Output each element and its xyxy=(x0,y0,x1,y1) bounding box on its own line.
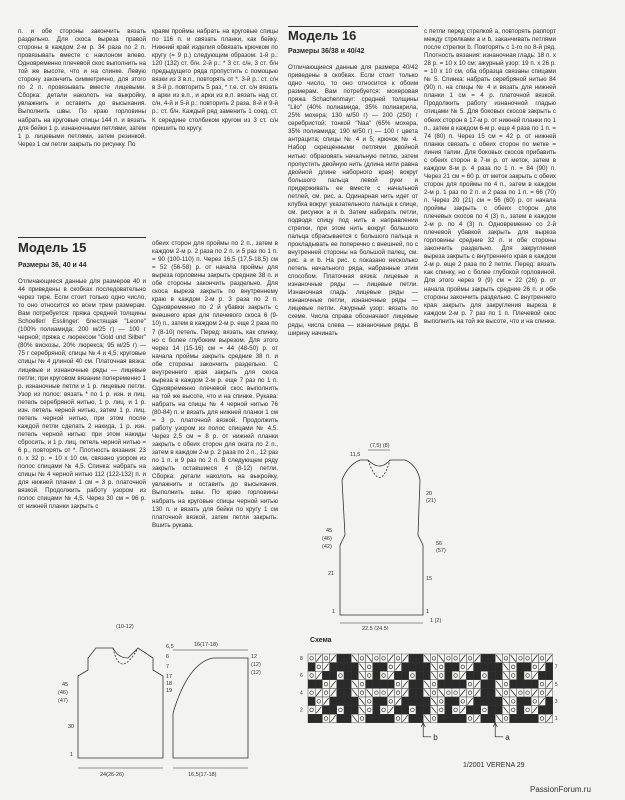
chart-cell xyxy=(409,671,416,680)
d15-body-left-3: 30 xyxy=(68,724,75,730)
chart-cell xyxy=(373,706,380,715)
chart-cell xyxy=(315,714,322,723)
chart-cell xyxy=(373,654,380,663)
chart-cell xyxy=(502,680,509,689)
model16-paragraph-b: с петли перед стрелкой a, повторять раппорт между стрелками a и b, заканчивать петлями после стрелки b. Повторять с 1-го по 8-й ряд. Плотность вязания: изнаночная гладь: 18 п. x 28 р. = 10 x 10 см; ажурный узор: 19 п. x 26 р. = 10 x 10 см, оба образца связаны спицами № 5. Спинка: набрать серебряной нитью 84 (90) п. на спицы № 4 и вязать для нижней планки 1 см = 4 р. платочной вязкой. Продолжить работу изнаночной гладью спицами № 5. Для боковых скосов закрыть с обеих сторон в 17-м р. от нижней планки по 1 п., затем в каждом 6-м р. еще 4 раза по 1 п. = 74 (80) п. Через 15 см = 42 р. от нижней планки связать с обеих сторон по метке = линия талии. Для боковых скосов прибавить с обеих сторон в 7-м р. от меток, затем в каждом 8-м р. 4 раза по 1 п. = 84 (90) п. Через 21 см = 60 р. от меток закрыть с обеих сторон для проймы по 4 п., затем в каждом 2-м р. 1 раз по 2 п. и 2 раза по 1 п. = 66 (70) п. Через 20 (21) см = 56 (60) р. от начала проймы закрыть с обеих сторон для плечевых скосов по 4 (3) п., затем в каждом 2-м р. по 4 (3) п. Одновременно со 2-й плечевой убавкой закрыть для выреза горловины средние 32 п. и обе стороны закончить раздельно. Для закругления выреза закрыть с внутреннего края в каждом 2-м р. еще 2 раза по 2 петли. Перед: вязать как спинку, но с более глубокой горловиной. Для этого через 9 (9) см = 22 (26) р. от начала проймы закрыть средние 26 п. и обе стороны закончить раздельно. С внутреннего края закрыть для закругления выреза в каждом 2-м р. 7 раз по 1 п. Плечевой скос выполнить на той же высоте, что и на спинке. xyxy=(424,28,556,325)
chart-cell xyxy=(380,697,387,706)
chart-cell xyxy=(481,680,488,689)
chart-cell xyxy=(430,714,437,723)
chart-cell xyxy=(337,697,344,706)
model16-title: Модель 16 xyxy=(288,28,357,43)
chart-cell xyxy=(502,654,509,663)
model15-sizes: Размеры 36, 40 и 44 xyxy=(18,262,87,269)
page-footer: 1/2001 VERENA 29 xyxy=(463,762,525,769)
chart-cell xyxy=(524,671,531,680)
chart-cell xyxy=(394,680,401,689)
chart-cell xyxy=(337,654,344,663)
chart-cell xyxy=(517,688,524,697)
d15-sleeve-side-1: (12) xyxy=(251,662,261,668)
chart-cell xyxy=(366,663,373,672)
chart-cell xyxy=(445,714,452,723)
chart-cell xyxy=(438,663,445,672)
chart-cell xyxy=(337,663,344,672)
d15-body-right-2: 7 xyxy=(166,664,170,670)
chart-cell xyxy=(510,671,517,680)
chart-cell xyxy=(546,663,553,672)
chart-cell xyxy=(517,671,524,680)
chart-cell xyxy=(517,714,524,723)
schema-label: Схема xyxy=(310,637,332,644)
chart-cell xyxy=(351,706,358,715)
chart-cell xyxy=(452,714,459,723)
chart-cell xyxy=(344,706,351,715)
chart-cell xyxy=(488,714,495,723)
model16-text-a xyxy=(288,64,418,438)
chart-cell xyxy=(481,714,488,723)
chart-cell xyxy=(322,654,329,663)
chart-cell xyxy=(322,671,329,680)
chart-cell xyxy=(330,671,337,680)
d16-top2: 11,5 xyxy=(350,452,361,458)
chart-cell xyxy=(416,697,423,706)
chart-cell xyxy=(337,706,344,715)
chart-cell xyxy=(337,688,344,697)
chart-cell xyxy=(459,680,466,689)
chart-cell xyxy=(524,688,531,697)
chart-cell xyxy=(322,680,329,689)
chart-cell xyxy=(452,697,459,706)
chart-cell xyxy=(445,671,452,680)
chart-cell xyxy=(380,688,387,697)
chart-cell xyxy=(344,680,351,689)
chart-cell xyxy=(308,680,315,689)
chart-cell xyxy=(330,697,337,706)
chart-cell xyxy=(430,654,437,663)
chart-cell xyxy=(380,706,387,715)
d15-body-right-1: 6 xyxy=(166,654,170,660)
chart-cell xyxy=(510,663,517,672)
chart-cell xyxy=(445,680,452,689)
chart-cell xyxy=(445,706,452,715)
d15-body-right-4: 18 xyxy=(166,681,173,687)
chart-cell xyxy=(445,688,452,697)
chart-cell xyxy=(337,680,344,689)
col2-top-paragraph: краям проймы набрать на круговые спицы по 116 п. и связать планки, как бейку. Нижний край изделия обвязать крючком по кругу (= 9 р.) следующим образом: 1-й р.: 120 (132) ст. б/н. 2-й р.: * 3 ст. с/н, 3 ст. б/н предыдущего ряда пропустить с помощью вязки из 3 в.п., повторять от *. 3-й р.: ст. с/н в 3-й р. повторить 5 раз, * т.е. ст. с/н вязать в арки из в.п., и арки из в.п. вязать над ст. с/н, 4-й и 5-й р.: повторить 2 раза. 8-й и 9-й р.: ст. б/н. Каждый ряд заменить 1 соед. ст. К середине столбиком кругом из 3 ст. с/н пришить по кругу. xyxy=(152,28,278,132)
chart-row-number: 1 xyxy=(554,716,558,723)
chart-cell xyxy=(358,714,365,723)
d16-top: (7,5) (8) xyxy=(370,443,390,449)
chart-cell xyxy=(524,654,531,663)
chart-cell xyxy=(452,688,459,697)
chart-cell xyxy=(459,663,466,672)
col1-top-text xyxy=(18,28,146,228)
chart-cell xyxy=(315,680,322,689)
chart-cell xyxy=(337,714,344,723)
chart-cell xyxy=(330,663,337,672)
chart-cell xyxy=(524,697,531,706)
chart-cell xyxy=(466,688,473,697)
chart-cell xyxy=(344,697,351,706)
col2-top-text xyxy=(152,28,278,228)
chart-cell xyxy=(322,706,329,715)
chart-cell xyxy=(474,671,481,680)
chart-cell xyxy=(538,671,545,680)
sleeve-pattern-outline xyxy=(173,658,248,758)
d15-body-right-3: 17 xyxy=(166,674,173,680)
chart-cell xyxy=(402,706,409,715)
chart-cell xyxy=(538,706,545,715)
chart-cell xyxy=(409,714,416,723)
chart-cell xyxy=(402,697,409,706)
d15-body-top: (10-12) xyxy=(116,624,134,630)
chart-cell xyxy=(445,663,452,672)
chart-cell xyxy=(387,663,394,672)
chart-cell xyxy=(538,688,545,697)
chart-cell xyxy=(416,663,423,672)
chart-cell xyxy=(308,706,315,715)
chart-cell xyxy=(524,663,531,672)
chart-row-number: 2 xyxy=(300,707,303,714)
chart-cell xyxy=(438,714,445,723)
chart-cell xyxy=(344,663,351,672)
chart-cell xyxy=(373,663,380,672)
chart-cell xyxy=(358,688,365,697)
chart-cell xyxy=(481,671,488,680)
chart-cell xyxy=(373,688,380,697)
chart-cell xyxy=(308,697,315,706)
chart-cell xyxy=(394,654,401,663)
chart-cell xyxy=(488,663,495,672)
chart-cell xyxy=(459,697,466,706)
d16-left-1: (46) xyxy=(322,536,332,542)
chart-cell xyxy=(337,671,344,680)
chart-row-number: 8 xyxy=(300,656,303,662)
chart-cell xyxy=(510,714,517,723)
chart-cell xyxy=(423,706,430,715)
chart-cell xyxy=(452,654,459,663)
chart-cell xyxy=(474,706,481,715)
chart-row-number: 5 xyxy=(554,681,558,688)
d16-right-0: 20 xyxy=(426,491,433,497)
chart-cell xyxy=(416,671,423,680)
chart-cell xyxy=(416,688,423,697)
chart-cell xyxy=(373,697,380,706)
chart-cell xyxy=(409,688,416,697)
model15-text-a xyxy=(18,278,146,611)
chart-cell xyxy=(488,688,495,697)
chart-cell xyxy=(344,714,351,723)
chart-cell xyxy=(373,714,380,723)
chart-cell xyxy=(538,714,545,723)
back16-outline xyxy=(340,460,423,615)
chart-cell xyxy=(366,706,373,715)
repeat-arrow-label: b xyxy=(433,732,438,742)
chart-cell xyxy=(394,706,401,715)
chart-cell xyxy=(466,680,473,689)
chart-cell xyxy=(488,654,495,663)
model16-rule xyxy=(288,26,418,27)
chart-cell xyxy=(366,697,373,706)
watermark: PassionForum.ru xyxy=(530,785,591,794)
chart-cell xyxy=(531,680,538,689)
chart-cell xyxy=(358,680,365,689)
chart-cell xyxy=(474,697,481,706)
model16-paragraph-a: Отличающиеся данные для размера 40/42 приведены в скобках. Если стоит только одно число, то оно относится к обоим размерам. Вам потребуется: мохеровая пряжа Schachenmayr: средней толщины "Lilo" (40% полиамида, 35% полиакрила, 25% мохера; 130 м/50 г) — 200 (250) г серебристой; тонкой "Naa" (65% мохера, 35% полиамида; 190 м/50 г) — 100 г цвета антрацита; спицы № 4 и 5; крючок № 4. Набор скрещенными петлями двойной нитью: образовать начальную петлю, затем пропустить двойную нить (длина нити равна двойной длине наборного края) вокруг большого пальца левой руки и придерживать ее вместе с начальной петлей, см. рис. a. Одинарная нить идет от клубка вокруг указательного пальца к спице, см. рисунки a и b. Затем набирать петли, подводя спицу под нить в направлении стрелки, при этом нить вокруг большого пальца сбрасывается с большого пальца и прокладывать ее поперечно с внешней, по с внутренней стороны на большой палец, см. рис. a и b. На рис. c показано несколько петель начального ряда, набранные этим способом. Платочная вязка: лицевые и изнаночные ряды — лицевые петли. Изнаночная гладь: лицевые ряды — изнаночные петли, изнаночные ряды — лицевые петли. Ажурный узор: вязать по схеме. Числа справа обозначают лицевые ряды, числа слева — изнаночные ряды. В ширину начинать xyxy=(288,64,418,337)
chart-cell xyxy=(387,714,394,723)
d16-left-2: (42) xyxy=(322,544,332,550)
d15-body-left-4: 1 xyxy=(70,752,74,758)
d16-right-3: (57) xyxy=(436,548,446,554)
d15-sleeve-side-0: 12 xyxy=(251,654,258,660)
chart-cell xyxy=(495,663,502,672)
d16-left-4: 1 xyxy=(332,609,336,615)
chart-cell xyxy=(488,671,495,680)
d15-body-right-5: 19 xyxy=(166,688,173,694)
chart-cell xyxy=(402,671,409,680)
chart-cell xyxy=(459,714,466,723)
front-neckline xyxy=(113,648,138,664)
model15-rule xyxy=(18,237,146,238)
chart-cell xyxy=(481,688,488,697)
chart-cell xyxy=(538,680,545,689)
chart-cell xyxy=(517,697,524,706)
chart-cell xyxy=(524,714,531,723)
chart-cell xyxy=(416,706,423,715)
chart-cell xyxy=(430,688,437,697)
d15-body-left-0: 45 xyxy=(62,682,69,688)
chart-cell xyxy=(423,697,430,706)
chart-cell xyxy=(517,654,524,663)
chart-cell xyxy=(416,680,423,689)
chart-cell xyxy=(502,688,509,697)
chart-cell xyxy=(380,680,387,689)
chart-cell xyxy=(366,714,373,723)
chart-cell xyxy=(344,671,351,680)
chart-cell xyxy=(358,654,365,663)
chart-cell xyxy=(495,706,502,715)
d15-body-left-2: (47) xyxy=(58,698,68,704)
d15-body-right-0: 6,5 xyxy=(166,644,174,650)
d16-bottom: 22,5 (24,5) xyxy=(362,626,389,630)
chart-cell xyxy=(402,663,409,672)
chart-cell xyxy=(373,671,380,680)
chart-cell xyxy=(394,714,401,723)
chart-cell xyxy=(502,714,509,723)
repeat-arrow-label: a xyxy=(505,732,510,742)
chart-cell xyxy=(466,654,473,663)
chart-cell xyxy=(524,706,531,715)
chart-cell xyxy=(546,697,553,706)
chart-cell xyxy=(531,714,538,723)
chart-cell xyxy=(445,654,452,663)
chart-cell xyxy=(510,697,517,706)
chart-cell xyxy=(438,671,445,680)
chart-cell xyxy=(531,697,538,706)
model15-paragraph-a: Отличающиеся данные для размеров 40 и 44 приведены в скобках последовательно через тире. Если стоит только одно число, то оно относится ко всем трем размерам. Вам потребуется: пряжа средней толщины Schoeller/ Esslinger: блестящая "Leone" (100% полиамида; 200 м/25 г) — 100 г черной; пряжа с люрексом "Gold und Silber" (80% вискозы, 20% люрекса; 95 м/25 г) — 75 г серебряной; спицы № 4 и 4,5; круговые спицы № 4 длиной 40 см. Платочная вязка: лицевые и изнаночные ряды — лицевые петли; при круговом вязании попеременно 1 р. изнаночные петли и 1 р. лицевые петли. Узор из полос: вязать * по 1 р. изн. и лиц. петель серебряной нитью, 1 р. лиц. и 1 р. изн. петель черной нитью, затем 1 р. лиц. петель черной нитью, при этом после каждой петли сделать 2 накида, 1 р. изн. петель черной нитью: при этом накиды сбросить, и 1 р. лиц. петель черной нитью = 6 р., повторять от *. Плотность вязания: 23 п. x 32 р. = 10 x 10 см, связано узором из полос спицами № 4,5. Спинка: набрать на спицы № 4 черной нитью 112 (122-132) п. и для нижней планки 1 см = 3 р. платочной вязкой. Продолжить работу узором из полос спицами № 4,5. Через 30 см = 96 р. от нижней планки закрыть с xyxy=(18,278,146,511)
chart-cell xyxy=(423,663,430,672)
chart-cell xyxy=(517,663,524,672)
chart-cell xyxy=(344,654,351,663)
chart-cell xyxy=(452,706,459,715)
chart-cell xyxy=(481,697,488,706)
chart-cell xyxy=(438,706,445,715)
model16-sizes: Размеры 36/38 и 40/42 xyxy=(288,48,365,55)
chart-cell xyxy=(538,654,545,663)
d16-left-3: 21 xyxy=(328,571,335,577)
chart-cell xyxy=(315,663,322,672)
chart-cell xyxy=(409,663,416,672)
knitting-chart-grid xyxy=(298,650,568,758)
chart-cell xyxy=(308,663,315,672)
chart-cell xyxy=(308,671,315,680)
chart-cell xyxy=(546,706,553,715)
d15-sleeve-side-2: (12) xyxy=(251,670,261,676)
chart-cell xyxy=(423,671,430,680)
chart-cell xyxy=(481,706,488,715)
chart-cell xyxy=(531,663,538,672)
d15-body-bottom: 24(26-26) xyxy=(100,772,124,778)
chart-cell xyxy=(366,680,373,689)
chart-cell xyxy=(409,680,416,689)
chart-cell xyxy=(409,654,416,663)
model16-pattern-diagram xyxy=(290,440,460,630)
d16-right-5: 1 xyxy=(426,609,430,615)
chart-cell xyxy=(445,697,452,706)
chart-cell xyxy=(495,671,502,680)
model15-title: Модель 15 xyxy=(18,240,87,255)
chart-cell xyxy=(308,714,315,723)
chart-cell xyxy=(330,706,337,715)
chart-cell xyxy=(524,680,531,689)
chart-cell xyxy=(546,671,553,680)
chart-cell xyxy=(373,680,380,689)
chart-row-number: 4 xyxy=(300,690,303,697)
chart-cell xyxy=(351,697,358,706)
chart-cell xyxy=(510,706,517,715)
chart-row-number: 7 xyxy=(554,664,558,671)
chart-cell xyxy=(481,663,488,672)
chart-cell xyxy=(466,671,473,680)
chart-cell xyxy=(380,663,387,672)
d16-right-2: 56 xyxy=(436,541,443,547)
chart-cell xyxy=(466,714,473,723)
chart-cell xyxy=(366,671,373,680)
model15-pattern-diagram xyxy=(18,618,288,778)
d15-body-left-1: (46) xyxy=(58,690,68,696)
chart-cell xyxy=(351,663,358,672)
model15-paragraph-b: обеих сторон для проймы по 2 п., затем в каждом 2-м р. 2 раза по 2 п. и 5 раз по 1 п. = 90 (100-110) п. Через 16,5 (17,5-18,5) см = 52 (56-58) р. от начала проймы для выреза горловины закрыть средние 38 п. и обе стороны закончить раздельно. Для скоса выреза закрыть по внутреннему краю в каждом 2-м р. 3 раза по 2 п. Одновременно по 2 й убавки закрыть с внешнего края для плечевого скоса 6 (9-10) п., затем в каждом 2-м р. еще 2 раза по 7 (8-10) петель. Перед: вязать, как спинку, но с более глубоким вырезом. Для этого через 14 (15-16) см = 44 (48-50) р. от начала проймы закрыть средние 38 п. и обе стороны закончить раздельно. С внутреннего края закрыть для скоса выреза в каждом 2-м р. еще 7 раз по 1 п. Одновременно плечевой скос выполнить на той же высоте, что и на спинке. Рукава: набрать на спицы № 4 черной нитью 76 (80-84) п. и вязать для нижней планки 1 см = 3 р. платочной вязкой. Продолжить работу узором из полос спицами № 4,5. Через 2,5 см = 8 р. от нижней планки закрыть с обеих сторон для оката по 2 п., затем в каждом 2-м р. 2 раза по 2 п., 12 раз по 1 п. и 9 раз по 2 п. В следующем ряду закрыть оставшиеся 4 (8-12) петли. Сборка: детали наколоть на выкройку, увлажнить и оставить до высыхания. Выполнить швы. По краю горловины набрать на круговые спицы черной нитью 130 п. и вязать для бейки по кругу 1 см платочной вязкой, затем петли закрыть. Вшить рукава. xyxy=(152,240,278,529)
model16-text-b xyxy=(424,28,556,438)
chart-cell xyxy=(452,680,459,689)
chart-cell xyxy=(380,654,387,663)
chart-cell xyxy=(308,688,315,697)
chart-cell xyxy=(380,671,387,680)
chart-cell xyxy=(510,680,517,689)
chart-cell xyxy=(438,697,445,706)
chart-cell xyxy=(488,680,495,689)
chart-cell xyxy=(495,697,502,706)
chart-cell xyxy=(466,706,473,715)
d15-sleeve-bottom: 16,5(17-18) xyxy=(188,772,217,778)
chart-row-number: 3 xyxy=(554,699,558,705)
chart-cell xyxy=(488,697,495,706)
chart-cell xyxy=(481,654,488,663)
chart-cell xyxy=(488,706,495,715)
chart-cell xyxy=(322,714,329,723)
chart-cell xyxy=(315,697,322,706)
chart-cell xyxy=(517,706,524,715)
chart-cell xyxy=(322,688,329,697)
chart-cell xyxy=(517,680,524,689)
chart-cell xyxy=(351,671,358,680)
chart-cell xyxy=(416,654,423,663)
d16-right-1: (21) xyxy=(426,498,436,504)
chart-cell xyxy=(416,714,423,723)
d16-left-0: 45 xyxy=(326,528,333,534)
chart-cell xyxy=(344,688,351,697)
back-pattern-outline xyxy=(78,648,163,758)
chart-cell xyxy=(380,714,387,723)
d16-bottom-right: 1 (2) xyxy=(430,618,442,624)
col1-top-paragraph: п. и обе стороны закончить вязать раздельно. Для скоса выреза правой стороны в каждом 2-м р. 34 раза по 2 п. провязывать вместе с наклоном влево. Одновременно плечевой скос выполнить на той же высоте, что и на спинке. Левую сторону закончить симметрично, для этого по 2 п. провязывать вместе лицевыми. Сборка: детали наколоть на выкройку, увлажнить и оставить до высыхания. Выполнить швы. По краю горловины набрать на круговые спицы 144 п. и вязать для бейки 1 р. изнаночными петлями, затем 1 р. лицевыми петлями, затем резинкой. Через 1 см петли закрыть по рисунку. По xyxy=(18,28,146,148)
chart-cell xyxy=(394,671,401,680)
chart-cell xyxy=(438,680,445,689)
chart-row-number: 6 xyxy=(300,673,303,680)
chart-cell xyxy=(409,697,416,706)
chart-cell xyxy=(452,663,459,672)
chart-cell xyxy=(394,688,401,697)
chart-cell xyxy=(430,680,437,689)
d16-right-4: 15 xyxy=(426,576,433,582)
chart-cell xyxy=(308,654,315,663)
chart-cell xyxy=(452,671,459,680)
model15-text-b xyxy=(152,240,278,611)
chart-cell xyxy=(409,706,416,715)
chart-cell xyxy=(387,697,394,706)
chart-cell xyxy=(387,680,394,689)
chart-cell xyxy=(474,663,481,672)
d15-sleeve-top: 16(17-18) xyxy=(194,642,218,648)
